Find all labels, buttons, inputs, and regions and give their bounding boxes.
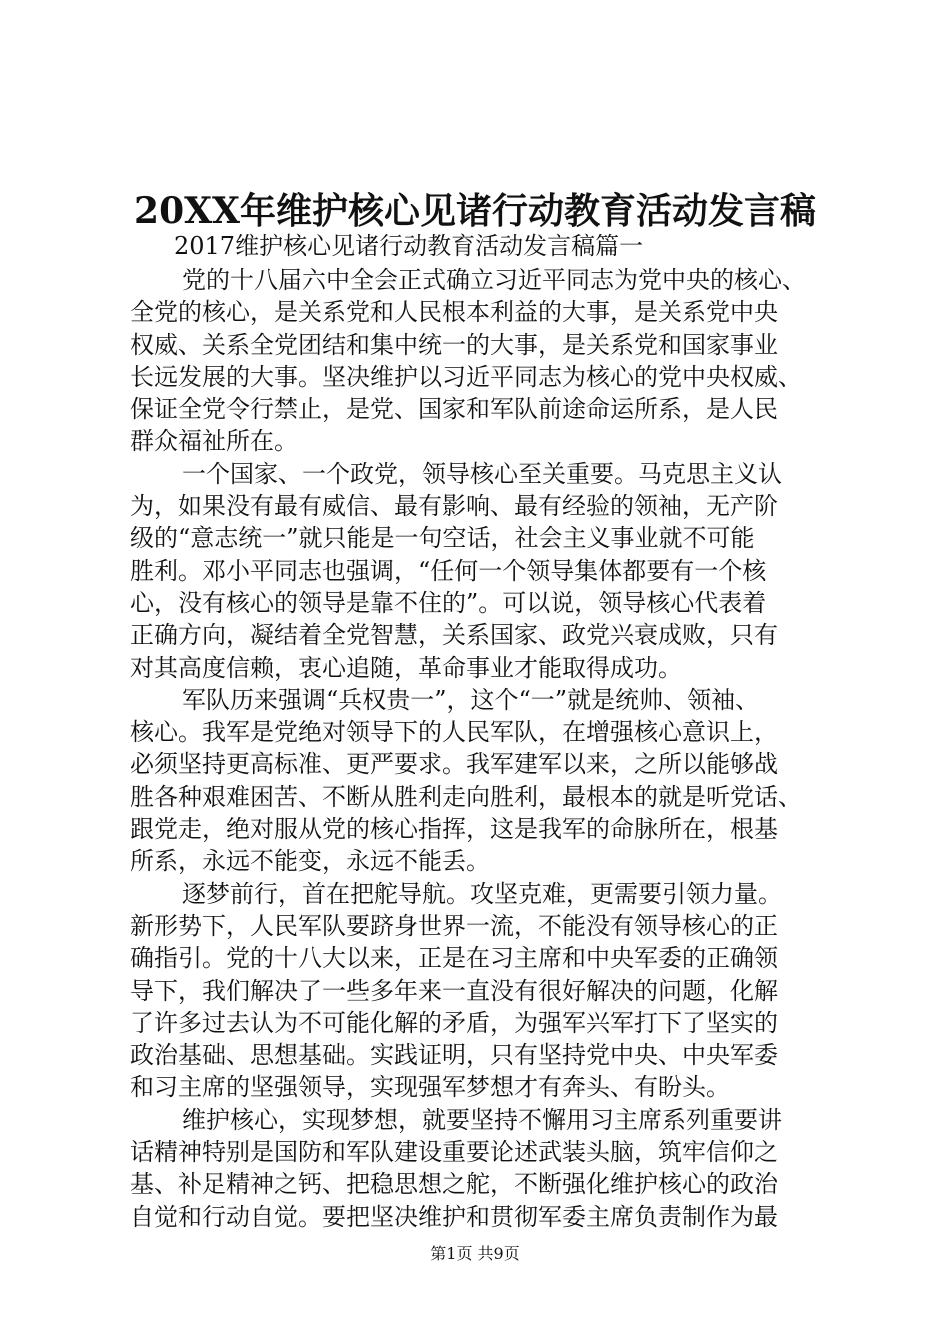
page-footer: 第1页 共9页 (430, 1244, 520, 1263)
text-line: 跟党走，绝对服从党的核心指挥，这是我军的命脉所在，根基 (130, 815, 778, 844)
text-line: 保证全党令行禁止，是党、国家和军队前途命运所系，是人民 (130, 395, 778, 424)
text-line: 自觉和行动自觉。要把坚决维护和贯彻军委主席负责制作为最 (130, 1202, 778, 1231)
text-line: 一个国家、一个政党，领导核心至关重要。马克思主义认 (182, 459, 782, 488)
text-line: 维护核心，实现梦想，就要坚持不懈用习主席系列重要讲 (182, 1105, 782, 1134)
text-line: 权威、关系全党团结和集中统一的大事，是关系党和国家事业 (130, 330, 778, 359)
text-line: 长远发展的大事。坚决维护以习近平同志为核心的党中央权威、 (130, 362, 802, 391)
text-line: 确指引。党的十八大以来，正是在习主席和中央军委的正确领 (130, 944, 778, 973)
text-line: 和习主席的坚强领导，实现强军梦想才有奔头、有盼头。 (130, 1073, 730, 1102)
text-line: 正确方向，凝结着全党智慧，关系国家、政党兴衰成败，只有 (130, 621, 778, 650)
text-line: 逐梦前行，首在把舵导航。攻坚克难，更需要引领力量。 (182, 879, 782, 908)
text-line: 军队历来强调“兵权贵一”，这个“一”就是统帅、领袖、 (182, 685, 760, 714)
text-line: 为，如果没有最有威信、最有影响、最有经验的领袖，无产阶 (130, 492, 778, 521)
text-line: 基、补足精神之钙、把稳思想之舵，不断强化维护核心的政治 (130, 1170, 778, 1199)
text-line: 了许多过去认为不可能化解的矛盾，为强军兴军打下了坚实的 (130, 1008, 778, 1037)
text-line: 政治基础、思想基础。实践证明，只有坚持党中央、中央军委 (130, 1041, 778, 1070)
document-body (130, 264, 830, 1233)
text-line: 心，没有核心的领导是靠不住的”。可以说，领导核心代表着 (130, 588, 767, 617)
text-line: 必须坚持更高标准、更严要求。我军建军以来，之所以能够战 (130, 750, 778, 779)
text-line: 对其高度信赖，衷心追随，革命事业才能取得成功。 (130, 653, 682, 682)
text-line: 胜利。邓小平同志也强调，“任何一个领导集体都要有一个核 (130, 556, 767, 585)
text-line: 胜各种艰难困苦、不断从胜利走向胜利，最根本的就是听党话、 (130, 782, 802, 811)
text-line: 全党的核心，是关系党和人民根本利益的大事，是关系党中央 (130, 298, 778, 327)
text-line: 所系，永远不能变，永远不能丢。 (130, 847, 490, 876)
text-line: 话精神特别是国防和军队建设重要论述武装头脑，筑牢信仰之 (130, 1138, 778, 1167)
document-subtitle: 2017维护核心见诸行动教育活动发言稿篇一 (174, 232, 644, 260)
text-line: 级的“意志统一”就只能是一句空话，社会主义事业就不可能 (130, 524, 755, 553)
document-title: 20XX年维护核心见诸行动教育活动发言稿 (134, 190, 816, 232)
text-line: 群众福祉所在。 (130, 427, 298, 456)
text-line: 核心。我军是党绝对领导下的人民军队，在增强核心意识上， (130, 718, 778, 747)
text-line: 党的十八届六中全会正式确立习近平同志为党中央的核心、 (182, 266, 806, 294)
text-line: 导下，我们解决了一些多年来一直没有很好解决的问题，化解 (130, 976, 778, 1005)
text-line: 新形势下，人民军队要跻身世界一流，不能没有领导核心的正 (130, 911, 778, 940)
